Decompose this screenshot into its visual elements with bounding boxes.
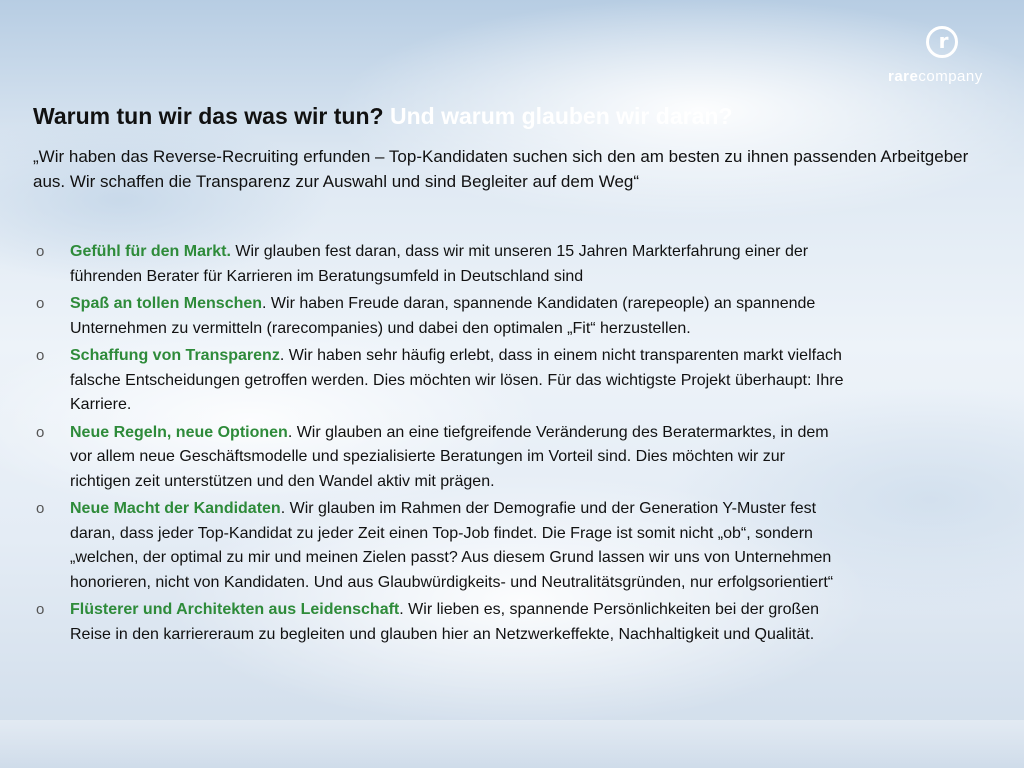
list-item [36,421,846,495]
list-item-text [70,344,846,418]
list-item-text [70,292,846,341]
bullet-circle-icon: o [36,243,45,260]
list-item-body: . Wir haben sehr häufig erlebt, dass in einem nicht transparenten markt vielfach falsche Entscheidungen getroffen werden. Dies möchten wir lösen. Für das wichtigste Projekt überhaupt: Ihre Karriere. [70,347,844,413]
list-item-body: . Wir haben Freude daran, spannende Kandidaten (rarepeople) an spannende Unternehmen zu vermitteln (rarecompanies) und dabei den optimalen „Fit“ herzustellen. [70,295,816,337]
logo-word-bold: rare [888,68,919,85]
title-part-2: Und warum glauben wir daran? [389,103,733,129]
list-item-highlight: Gefühl für den Markt. [70,243,231,260]
list-item-highlight: Schaffung von Transparenz [70,347,280,364]
rarecompany-logo [888,26,1008,92]
list-item [36,598,846,647]
list-item-body: . Wir lieben es, spannende Persönlichkeiten bei der großen Reise in den karriereraum zu begleiten und glauben hier an Netzwerkeffekte, Nachhaltigkeit und Qualität. [70,601,820,643]
list-item-highlight: Neue Macht der Kandidaten [70,500,281,517]
list-item [36,344,846,418]
list-item-highlight: Spaß an tollen Menschen [70,295,263,312]
bottom-fade [0,720,1024,768]
bullet-circle-icon: o [36,347,45,364]
list-item-body: . Wir glauben an eine tiefgreifende Veränderung des Beratermarktes, in dem vor allem neue Geschäftsmodelle und spezialisierte Beratungen im Vorteil sind. Dies möchten wir zur richtigen zeit unterstützen und den Wandel aktiv mit prägen. [70,423,829,490]
logo-word-regular: company [918,68,983,85]
list-item [36,240,846,289]
logo-mark-letter: r [938,29,949,53]
list-item-body: . Wir glauben im Rahmen der Demografie und der Generation Y-Muster fest daran, dass jeder Top-Kandidat zu jeder Zeit einen Top-Job findet. Die Frage ist somit nicht „ob“, sondern „welchen, der optimal zu mir und meinen Zielen passt? Aus diesem Grund lassen wir uns von Unternehmen honorieren, nicht von Kandidaten. Und aus Glaubwürdigkeits- und Neutralitätsgründen, nur erfolgsorientiert“ [70,500,834,591]
logo-r-icon [926,26,958,58]
list-item-text [70,497,846,595]
slide-title [33,103,732,130]
list-item [36,497,846,595]
title-part-1: Warum tun wir das was wir tun? [33,103,384,129]
list-item-text [70,598,846,647]
bullet-circle-icon: o [36,423,45,441]
beliefs-list [36,240,846,650]
list-item-text [70,421,846,495]
list-item-highlight: Flüsterer und Architekten aus Leidenschaft [70,601,400,618]
list-item-highlight: Neue Regeln, neue Optionen [70,423,288,441]
mission-quote: „Wir haben das Reverse-Recruiting erfunden – Top-Kandidaten suchen sich den am besten zu ihnen passenden Arbeitgeber aus. Wir schaffen die Transparenz zur Auswahl und sind Begleiter auf dem Weg“ [33,147,969,191]
list-item-body: Wir glauben fest daran, dass wir mit unseren 15 Jahren Markterfahrung einer der führenden Berater für Karrieren im Beratungsumfeld in Deutschland sind [70,243,809,285]
list-item [36,292,846,341]
bullet-circle-icon: o [36,500,45,517]
bullet-circle-icon: o [36,601,45,618]
list-item-text [70,240,846,289]
bullet-circle-icon: o [36,295,45,312]
logo-wordmark [888,68,983,85]
